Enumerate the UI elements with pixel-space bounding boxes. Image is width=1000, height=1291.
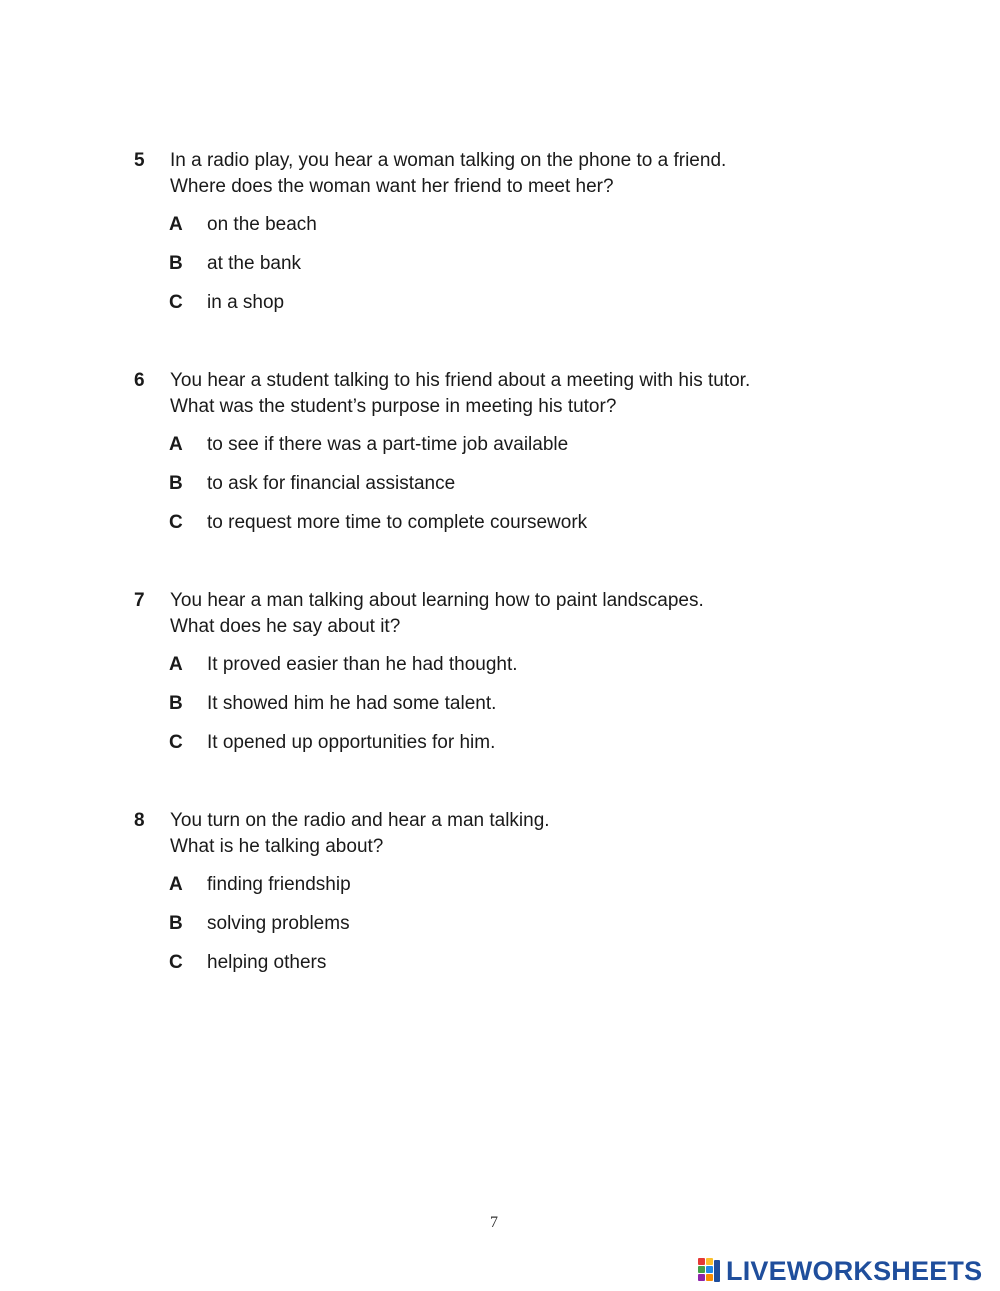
option-letter: C	[169, 952, 183, 973]
question-line: What is he talking about?	[170, 836, 384, 857]
option-text: to request more time to complete coursework	[207, 512, 588, 533]
option-letter: C	[169, 732, 183, 753]
question-text	[170, 588, 704, 640]
option-text: to see if there was a part-time job available	[207, 434, 569, 455]
option-text: to ask for financial assistance	[207, 473, 456, 494]
option-a[interactable]	[0, 872, 1000, 898]
option-letter: A	[169, 654, 183, 675]
brand-name: LIVEWORKSHEETS	[726, 1256, 983, 1286]
option-c[interactable]	[0, 510, 1000, 536]
option-c[interactable]	[0, 950, 1000, 976]
question-number: 6	[134, 370, 145, 391]
option-letter: B	[169, 473, 183, 494]
option-a[interactable]	[0, 212, 1000, 238]
option-text: in a shop	[207, 292, 285, 313]
question-number: 7	[134, 590, 145, 611]
option-a[interactable]	[0, 432, 1000, 458]
option-letter: C	[169, 292, 183, 313]
option-letter: B	[169, 913, 183, 934]
question-number: 5	[134, 150, 145, 171]
liveworksheets-logo-icon	[698, 1258, 722, 1284]
question-line: You hear a man talking about learning how to paint landscapes.	[170, 590, 704, 611]
option-text: helping others	[207, 952, 327, 973]
question-line: You turn on the radio and hear a man talking.	[170, 810, 550, 831]
option-text: finding friendship	[207, 874, 351, 895]
question-line: You hear a student talking to his friend about a meeting with his tutor.	[170, 370, 751, 391]
option-b[interactable]	[0, 691, 1000, 717]
option-text: solving problems	[207, 913, 350, 934]
question-text	[170, 808, 550, 860]
option-a[interactable]	[0, 652, 1000, 678]
option-text: It opened up opportunities for him.	[207, 732, 496, 753]
option-text: at the bank	[207, 253, 302, 274]
option-letter: A	[169, 874, 183, 895]
option-letter: A	[169, 434, 183, 455]
question-line: What was the student’s purpose in meeting his tutor?	[170, 396, 617, 417]
option-text: It showed him he had some talent.	[207, 693, 497, 714]
question-line: In a radio play, you hear a woman talking on the phone to a friend.	[170, 150, 727, 171]
question-number: 8	[134, 810, 145, 831]
option-letter: A	[169, 214, 183, 235]
option-text: on the beach	[207, 214, 317, 235]
option-letter: C	[169, 512, 183, 533]
liveworksheets-brand[interactable]	[698, 1256, 982, 1286]
question-text	[170, 148, 726, 200]
question-line: What does he say about it?	[170, 616, 401, 637]
question-text	[170, 368, 750, 420]
option-c[interactable]	[0, 290, 1000, 316]
question-line: Where does the woman want her friend to meet her?	[170, 176, 614, 197]
option-b[interactable]	[0, 471, 1000, 497]
option-c[interactable]	[0, 730, 1000, 756]
page-number: 7	[490, 1214, 498, 1231]
option-b[interactable]	[0, 251, 1000, 277]
option-text: It proved easier than he had thought.	[207, 654, 518, 675]
option-letter: B	[169, 253, 183, 274]
option-b[interactable]	[0, 911, 1000, 937]
option-letter: B	[169, 693, 183, 714]
